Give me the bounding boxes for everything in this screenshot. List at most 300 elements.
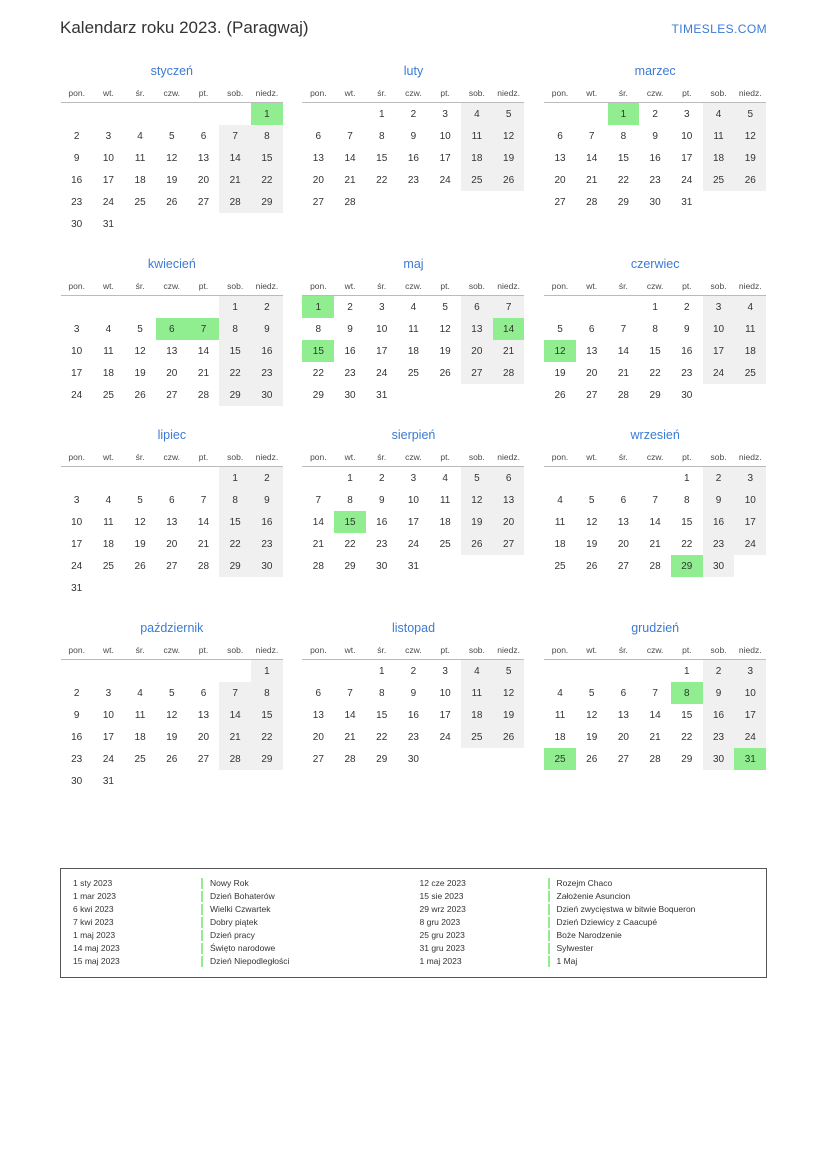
day-cell[interactable]: 22 (219, 533, 251, 555)
day-cell[interactable]: 10 (71, 345, 83, 357)
day-cell[interactable]: 25 (134, 753, 146, 765)
day-cell[interactable]: 18 (134, 174, 146, 186)
day-cell[interactable]: 26 (134, 560, 146, 572)
day-cell[interactable]: 5 (169, 687, 175, 699)
day-cell[interactable]: 1 (251, 660, 283, 683)
day-cell[interactable]: 3 (410, 472, 417, 484)
day-cell[interactable]: 18 (102, 367, 114, 379)
day-cell[interactable]: 2 (251, 296, 283, 319)
day-cell[interactable]: 18 (461, 704, 493, 726)
day-cell[interactable]: 15 (649, 345, 661, 357)
day-cell[interactable]: 27 (617, 560, 629, 572)
day-cell[interactable]: 9 (73, 709, 80, 721)
day-cell[interactable]: 19 (166, 731, 178, 743)
day-cell[interactable]: 24 (681, 174, 693, 186)
day-cell[interactable]: 2 (73, 687, 80, 699)
day-cell[interactable]: 3 (442, 108, 448, 120)
day-cell[interactable]: 10 (71, 516, 83, 528)
day-cell[interactable]: 14 (197, 516, 210, 528)
day-cell[interactable]: 11 (461, 682, 493, 704)
day-cell[interactable]: 7 (347, 130, 353, 142)
day-cell-holiday[interactable]: 25 (544, 748, 576, 770)
day-cell[interactable]: 31 (407, 560, 419, 572)
day-cell[interactable]: 12 (134, 516, 146, 528)
day-cell[interactable]: 12 (166, 709, 178, 721)
day-cell[interactable]: 11 (439, 494, 451, 506)
day-cell[interactable]: 20 (197, 731, 210, 743)
day-cell[interactable]: 19 (166, 174, 178, 186)
day-cell[interactable]: 31 (376, 389, 388, 401)
day-cell[interactable]: 13 (461, 318, 493, 340)
day-cell[interactable]: 24 (439, 174, 451, 186)
day-cell[interactable]: 25 (461, 169, 493, 191)
day-cell[interactable]: 21 (586, 174, 598, 186)
day-cell[interactable]: 14 (617, 345, 629, 357)
day-cell[interactable]: 24 (102, 753, 114, 765)
day-cell[interactable]: 8 (378, 130, 385, 142)
day-cell[interactable]: 29 (251, 748, 283, 770)
day-cell[interactable]: 9 (684, 323, 690, 335)
day-cell[interactable]: 21 (649, 731, 661, 743)
day-cell[interactable]: 21 (197, 538, 210, 550)
day-cell[interactable]: 5 (461, 467, 493, 490)
day-cell-holiday[interactable]: 7 (188, 318, 220, 340)
day-cell[interactable]: 4 (461, 660, 493, 683)
day-cell[interactable]: 15 (681, 516, 693, 528)
day-cell[interactable]: 30 (251, 555, 283, 577)
day-cell[interactable]: 8 (251, 125, 283, 147)
day-cell[interactable]: 1 (219, 467, 251, 490)
day-cell[interactable]: 25 (703, 169, 735, 191)
day-cell[interactable]: 5 (493, 660, 525, 683)
day-cell[interactable]: 23 (251, 362, 283, 384)
day-cell[interactable]: 17 (102, 731, 114, 743)
day-cell[interactable]: 22 (681, 538, 693, 550)
day-cell[interactable]: 7 (588, 130, 595, 142)
day-cell[interactable]: 13 (312, 709, 324, 721)
day-cell[interactable]: 17 (407, 516, 419, 528)
day-cell[interactable]: 16 (344, 345, 356, 357)
day-cell[interactable]: 10 (734, 489, 766, 511)
day-cell[interactable]: 11 (408, 323, 419, 335)
day-cell[interactable]: 3 (734, 467, 766, 490)
day-cell[interactable]: 21 (493, 340, 525, 362)
day-cell[interactable]: 24 (734, 533, 766, 555)
day-cell[interactable]: 4 (734, 296, 766, 319)
day-cell-holiday[interactable]: 29 (671, 555, 703, 577)
day-cell[interactable]: 16 (407, 709, 419, 721)
day-cell[interactable]: 26 (461, 533, 493, 555)
day-cell[interactable]: 26 (734, 169, 766, 191)
day-cell[interactable]: 2 (410, 665, 417, 677)
day-cell[interactable]: 22 (312, 367, 324, 379)
day-cell[interactable]: 24 (102, 196, 114, 208)
day-cell[interactable]: 26 (166, 753, 178, 765)
day-cell[interactable]: 28 (617, 389, 629, 401)
day-cell-holiday[interactable]: 12 (544, 340, 576, 362)
day-cell[interactable]: 14 (197, 345, 210, 357)
day-cell[interactable]: 18 (461, 147, 493, 169)
day-cell-holiday[interactable]: 31 (734, 748, 766, 770)
day-cell-holiday[interactable]: 1 (302, 296, 334, 319)
day-cell[interactable]: 16 (703, 511, 735, 533)
day-cell[interactable]: 4 (137, 130, 143, 142)
day-cell[interactable]: 12 (439, 323, 451, 335)
day-cell[interactable]: 4 (703, 103, 735, 126)
day-cell[interactable]: 22 (617, 174, 629, 186)
day-cell[interactable]: 9 (347, 323, 353, 335)
day-cell-holiday[interactable]: 6 (156, 318, 188, 340)
day-cell[interactable]: 2 (652, 108, 658, 120)
day-cell[interactable]: 7 (493, 296, 525, 319)
day-cell[interactable]: 29 (219, 384, 251, 406)
day-cell[interactable]: 8 (378, 687, 385, 699)
day-cell[interactable]: 10 (703, 318, 735, 340)
day-cell[interactable]: 6 (200, 687, 207, 699)
day-cell[interactable]: 9 (410, 687, 417, 699)
day-cell[interactable]: 7 (219, 682, 251, 704)
day-cell[interactable]: 20 (166, 538, 178, 550)
day-cell[interactable]: 7 (219, 125, 251, 147)
day-cell[interactable]: 22 (681, 731, 693, 743)
day-cell[interactable]: 14 (586, 152, 598, 164)
day-cell[interactable]: 4 (137, 687, 143, 699)
day-cell[interactable]: 23 (344, 367, 356, 379)
day-cell[interactable]: 22 (649, 367, 661, 379)
day-cell[interactable]: 16 (71, 174, 83, 186)
day-cell[interactable]: 12 (166, 152, 178, 164)
day-cell[interactable]: 25 (439, 538, 451, 550)
day-cell[interactable]: 12 (586, 709, 598, 721)
day-cell[interactable]: 14 (649, 709, 661, 721)
day-cell[interactable]: 1 (219, 296, 251, 319)
day-cell[interactable]: 5 (169, 130, 175, 142)
day-cell[interactable]: 20 (197, 174, 210, 186)
day-cell[interactable]: 22 (344, 538, 356, 550)
day-cell[interactable]: 8 (219, 489, 251, 511)
day-cell[interactable]: 2 (378, 472, 385, 484)
day-cell[interactable]: 25 (102, 389, 114, 401)
day-cell[interactable]: 4 (557, 494, 563, 506)
day-cell[interactable]: 30 (251, 384, 283, 406)
day-cell-holiday[interactable]: 15 (302, 340, 334, 362)
day-cell[interactable]: 27 (617, 753, 629, 765)
day-cell[interactable]: 19 (439, 345, 451, 357)
day-cell-holiday[interactable]: 15 (334, 511, 366, 533)
day-cell[interactable]: 3 (442, 665, 448, 677)
day-cell[interactable]: 23 (703, 726, 735, 748)
day-cell[interactable]: 1 (378, 108, 385, 120)
day-cell[interactable]: 16 (251, 511, 283, 533)
day-cell[interactable]: 27 (312, 753, 324, 765)
day-cell[interactable]: 6 (620, 494, 627, 506)
day-cell[interactable]: 6 (200, 130, 207, 142)
day-cell[interactable]: 19 (461, 511, 493, 533)
day-cell[interactable]: 13 (554, 152, 566, 164)
day-cell[interactable]: 30 (681, 389, 693, 401)
day-cell[interactable]: 15 (681, 709, 693, 721)
day-cell[interactable]: 17 (703, 340, 735, 362)
day-cell[interactable]: 10 (102, 152, 114, 164)
day-cell[interactable]: 22 (251, 169, 283, 191)
day-cell[interactable]: 13 (312, 152, 324, 164)
day-cell[interactable]: 13 (617, 516, 629, 528)
day-cell[interactable]: 5 (588, 494, 595, 506)
day-cell[interactable]: 5 (137, 323, 143, 335)
day-cell[interactable]: 5 (442, 301, 448, 313)
day-cell[interactable]: 6 (315, 687, 322, 699)
day-cell[interactable]: 29 (649, 389, 661, 401)
day-cell[interactable]: 12 (586, 516, 598, 528)
day-cell[interactable]: 28 (344, 753, 356, 765)
day-cell[interactable]: 5 (557, 323, 563, 335)
day-cell[interactable]: 28 (649, 753, 661, 765)
day-cell[interactable]: 28 (586, 196, 598, 208)
day-cell[interactable]: 19 (493, 147, 525, 169)
day-cell[interactable]: 17 (71, 538, 83, 550)
day-cell[interactable]: 2 (703, 660, 735, 683)
day-cell[interactable]: 2 (347, 301, 353, 313)
day-cell[interactable]: 20 (586, 367, 598, 379)
day-cell-holiday[interactable]: 1 (251, 103, 283, 126)
day-cell[interactable]: 23 (251, 533, 283, 555)
day-cell[interactable]: 23 (407, 731, 419, 743)
day-cell[interactable]: 26 (166, 196, 178, 208)
day-cell[interactable]: 29 (681, 753, 693, 765)
day-cell[interactable]: 27 (586, 389, 598, 401)
day-cell[interactable]: 7 (347, 687, 353, 699)
day-cell[interactable]: 26 (586, 753, 598, 765)
day-cell[interactable]: 11 (703, 125, 735, 147)
day-cell[interactable]: 1 (684, 665, 690, 677)
day-cell[interactable]: 5 (588, 687, 595, 699)
day-cell[interactable]: 11 (734, 318, 766, 340)
day-cell[interactable]: 18 (554, 538, 566, 550)
day-cell[interactable]: 26 (439, 367, 451, 379)
day-cell[interactable]: 15 (376, 152, 388, 164)
day-cell[interactable]: 10 (734, 682, 766, 704)
day-cell[interactable]: 23 (71, 753, 83, 765)
day-cell[interactable]: 3 (73, 494, 80, 506)
day-cell[interactable]: 30 (407, 753, 419, 765)
day-cell[interactable]: 10 (102, 709, 114, 721)
day-cell[interactable]: 21 (649, 538, 661, 550)
day-cell[interactable]: 11 (554, 516, 566, 528)
day-cell[interactable]: 21 (344, 174, 356, 186)
day-cell[interactable]: 3 (684, 108, 690, 120)
day-cell[interactable]: 31 (102, 218, 114, 230)
day-cell[interactable]: 14 (312, 516, 324, 528)
day-cell[interactable]: 2 (410, 108, 417, 120)
day-cell[interactable]: 17 (734, 511, 766, 533)
day-cell[interactable]: 1 (652, 301, 658, 313)
day-cell[interactable]: 26 (493, 726, 525, 748)
day-cell[interactable]: 29 (617, 196, 629, 208)
day-cell[interactable]: 10 (376, 323, 388, 335)
day-cell[interactable]: 12 (493, 125, 525, 147)
day-cell-holiday[interactable]: 14 (493, 318, 525, 340)
day-cell[interactable]: 4 (442, 472, 448, 484)
day-cell[interactable]: 28 (197, 560, 210, 572)
day-cell[interactable]: 14 (344, 709, 356, 721)
day-cell[interactable]: 10 (407, 494, 419, 506)
day-cell[interactable]: 21 (312, 538, 324, 550)
day-cell[interactable]: 26 (586, 560, 598, 572)
day-cell[interactable]: 16 (703, 704, 735, 726)
day-cell[interactable]: 27 (197, 753, 210, 765)
day-cell[interactable]: 18 (407, 345, 419, 357)
day-cell[interactable]: 25 (134, 196, 146, 208)
day-cell[interactable]: 19 (554, 367, 566, 379)
day-cell[interactable]: 18 (554, 731, 566, 743)
day-cell[interactable]: 2 (251, 467, 283, 490)
day-cell[interactable]: 17 (102, 174, 114, 186)
day-cell[interactable]: 14 (219, 147, 251, 169)
day-cell[interactable]: 27 (166, 560, 178, 572)
day-cell[interactable]: 13 (493, 489, 525, 511)
day-cell[interactable]: 26 (493, 169, 525, 191)
day-cell[interactable]: 19 (586, 538, 598, 550)
day-cell[interactable]: 9 (410, 130, 417, 142)
day-cell[interactable]: 15 (617, 152, 629, 164)
day-cell[interactable]: 18 (439, 516, 451, 528)
day-cell[interactable]: 9 (251, 318, 283, 340)
day-cell[interactable]: 13 (166, 345, 178, 357)
day-cell[interactable]: 28 (219, 748, 251, 770)
day-cell[interactable]: 24 (376, 367, 388, 379)
day-cell[interactable]: 25 (407, 367, 419, 379)
day-cell[interactable]: 18 (734, 340, 766, 362)
day-cell[interactable]: 28 (219, 191, 251, 213)
day-cell[interactable]: 17 (439, 709, 451, 721)
day-cell[interactable]: 15 (251, 704, 283, 726)
day-cell[interactable]: 17 (71, 367, 83, 379)
day-cell[interactable]: 6 (620, 687, 627, 699)
day-cell[interactable]: 5 (734, 103, 766, 126)
day-cell[interactable]: 10 (439, 130, 451, 142)
day-cell[interactable]: 12 (493, 682, 525, 704)
day-cell[interactable]: 4 (461, 103, 493, 126)
day-cell[interactable]: 9 (703, 682, 735, 704)
day-cell[interactable]: 15 (219, 340, 251, 362)
day-cell[interactable]: 26 (134, 389, 146, 401)
day-cell[interactable]: 20 (312, 731, 324, 743)
day-cell[interactable]: 20 (166, 367, 178, 379)
day-cell[interactable]: 18 (703, 147, 735, 169)
day-cell[interactable]: 14 (219, 704, 251, 726)
day-cell[interactable]: 14 (649, 516, 661, 528)
day-cell[interactable]: 5 (137, 494, 143, 506)
day-cell[interactable]: 7 (315, 494, 322, 506)
day-cell[interactable]: 25 (734, 362, 766, 384)
day-cell[interactable]: 28 (344, 196, 356, 208)
day-cell[interactable]: 3 (105, 130, 112, 142)
day-cell[interactable]: 2 (703, 467, 735, 490)
day-cell[interactable]: 23 (649, 174, 661, 186)
day-cell[interactable]: 4 (105, 323, 112, 335)
day-cell[interactable]: 19 (493, 704, 525, 726)
day-cell[interactable]: 22 (219, 362, 251, 384)
day-cell[interactable]: 27 (312, 196, 324, 208)
day-cell[interactable]: 2 (73, 130, 80, 142)
day-cell[interactable]: 11 (103, 516, 114, 528)
day-cell[interactable]: 24 (407, 538, 419, 550)
day-cell[interactable]: 11 (461, 125, 493, 147)
day-cell[interactable]: 20 (554, 174, 566, 186)
day-cell-holiday[interactable]: 1 (608, 103, 640, 126)
day-cell[interactable]: 11 (134, 152, 146, 164)
day-cell[interactable]: 6 (315, 130, 322, 142)
day-cell[interactable]: 27 (166, 389, 178, 401)
day-cell[interactable]: 11 (134, 709, 146, 721)
day-cell[interactable]: 1 (378, 665, 385, 677)
day-cell[interactable]: 24 (71, 389, 83, 401)
day-cell[interactable]: 20 (461, 340, 493, 362)
day-cell[interactable]: 7 (652, 494, 658, 506)
day-cell[interactable]: 12 (134, 345, 146, 357)
day-cell[interactable]: 19 (586, 731, 598, 743)
day-cell[interactable]: 18 (134, 731, 146, 743)
day-cell[interactable]: 7 (620, 323, 627, 335)
day-cell[interactable]: 15 (376, 709, 388, 721)
day-cell[interactable]: 10 (681, 130, 693, 142)
day-cell[interactable]: 17 (376, 345, 388, 357)
day-cell[interactable]: 9 (378, 494, 385, 506)
day-cell[interactable]: 9 (251, 489, 283, 511)
day-cell[interactable]: 13 (166, 516, 178, 528)
day-cell[interactable]: 18 (102, 538, 114, 550)
day-cell[interactable]: 29 (344, 560, 356, 572)
day-cell[interactable]: 6 (493, 467, 525, 490)
day-cell[interactable]: 16 (649, 152, 661, 164)
day-cell[interactable]: 25 (102, 560, 114, 572)
day-cell[interactable]: 16 (681, 345, 693, 357)
day-cell[interactable]: 28 (493, 362, 525, 384)
day-cell[interactable]: 24 (734, 726, 766, 748)
day-cell[interactable]: 6 (588, 323, 595, 335)
day-cell[interactable]: 17 (734, 704, 766, 726)
day-cell[interactable]: 29 (312, 389, 324, 401)
day-cell[interactable]: 21 (219, 169, 251, 191)
day-cell[interactable]: 1 (684, 472, 690, 484)
day-cell[interactable]: 30 (71, 775, 83, 787)
day-cell[interactable]: 20 (617, 731, 629, 743)
day-cell[interactable]: 3 (703, 296, 735, 319)
day-cell[interactable]: 7 (200, 494, 207, 506)
day-cell[interactable]: 25 (554, 560, 566, 572)
day-cell[interactable]: 3 (105, 687, 112, 699)
day-cell[interactable]: 8 (620, 130, 627, 142)
day-cell[interactable]: 21 (219, 726, 251, 748)
day-cell[interactable]: 9 (703, 489, 735, 511)
day-cell[interactable]: 23 (71, 196, 83, 208)
day-cell[interactable]: 23 (703, 533, 735, 555)
day-cell[interactable]: 6 (461, 296, 493, 319)
day-cell[interactable]: 3 (73, 323, 80, 335)
day-cell[interactable]: 4 (410, 301, 417, 313)
day-cell[interactable]: 31 (681, 196, 693, 208)
day-cell[interactable]: 20 (493, 511, 525, 533)
day-cell[interactable]: 30 (649, 196, 661, 208)
day-cell[interactable]: 8 (251, 682, 283, 704)
day-cell[interactable]: 23 (681, 367, 693, 379)
day-cell[interactable]: 30 (703, 748, 735, 770)
day-cell[interactable]: 30 (703, 555, 735, 577)
day-cell[interactable]: 4 (557, 687, 563, 699)
day-cell[interactable]: 24 (71, 560, 83, 572)
day-cell[interactable]: 26 (554, 389, 566, 401)
day-cell[interactable]: 23 (407, 174, 419, 186)
